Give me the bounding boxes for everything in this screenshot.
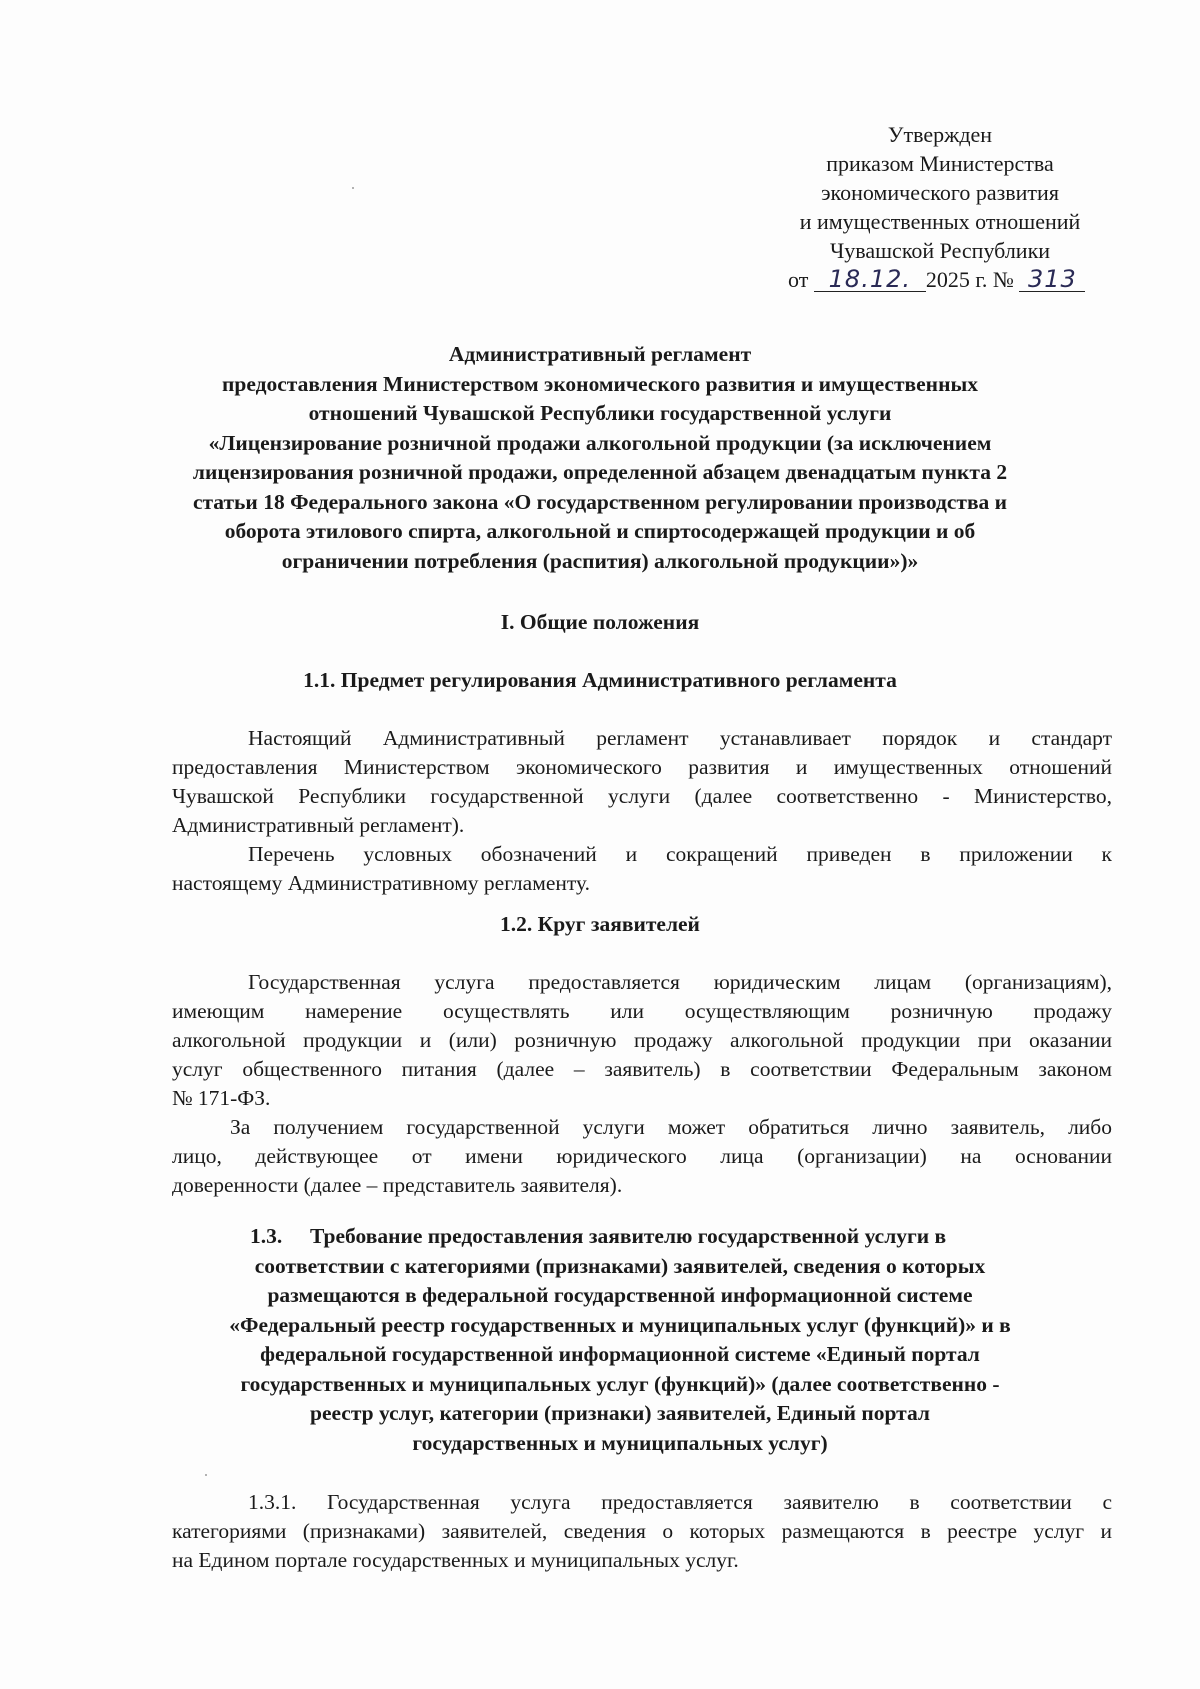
scan-speck [352,187,354,189]
text-line: № 171-ФЗ. [172,1086,271,1110]
title-line: предоставления Министерством экономического развития и имущественных [221,371,978,396]
title-line: «Лицензирование розничной продажи алкогольной продукции (за исключением [208,430,992,455]
title-line: статьи 18 Федерального закона «О государственном регулировании производства и [192,489,1008,514]
text-line: Перечень условных обозначений и сокращений приведен в приложении к [248,842,1112,866]
title-line: Административный регламент [448,342,752,366]
text-line: настоящему Административному регламенту. [172,871,590,895]
paragraph-1-2-b [172,1113,1112,1200]
heading-text: Требование предоставления заявителю государственной услуги в [310,1224,947,1248]
text-line: лицо, действующее от имени юридического лица (организации) на основании [172,1144,1112,1168]
text-line: Чувашской Республики государственной услуги (далее соответственно - Министерство, [172,784,1112,808]
approval-line: Утвержден [887,122,993,147]
text-line: имеющим намерение осуществлять или осуществляющим розничную продажу [172,999,1112,1023]
title-line: ограничении потребления (распития) алкогольной продукции»)» [281,548,919,573]
heading-line: федеральной государственной информационной системе «Единый портал [260,1342,980,1366]
title-line: отношений Чувашской Республики государственной услуги [308,401,892,425]
text-line: Настоящий Административный регламент устанавливает порядок и стандарт [248,726,1112,750]
handwritten-order-number: 313 [1019,267,1085,292]
paragraph-1-2-a [172,968,1112,1113]
subsection-heading-1-3 [160,1222,1080,1458]
heading-line: соответствии с категориями (признаками) заявителей, сведения о которых [254,1253,986,1278]
document-title [160,340,1040,576]
text-line: доверенности (далее – представитель заявителя). [172,1173,623,1197]
text-line: на Едином портале государственных и муниципальных услуг. [172,1548,739,1572]
approval-line: экономического развития [821,180,1059,205]
heading-line: размещаются в федеральной государственной информационной системе [267,1283,973,1307]
section-heading: I. Общие положения [500,610,700,634]
section-number: 1.3. [250,1224,283,1248]
subsection-heading-1-2: 1.2. Круг заявителей [500,912,700,936]
text-line: услуг общественного питания (далее – заявитель) в соответствии Федеральным законом [172,1057,1112,1081]
approval-date-line [770,265,1110,294]
date-prefix: от [788,267,809,292]
approval-line: Чувашской Республики [829,238,1051,263]
title-line: лицензирования розничной продажи, определенной абзацем двенадцатым пункта 2 [192,460,1008,484]
text-line: Административный регламент). [172,813,465,837]
date-suffix: 2025 г. № [925,267,1014,292]
heading-line [160,1222,1080,1252]
heading-line: реестр услуг, категории (признаки) заявителей, Единый портал [309,1401,930,1425]
approval-block [770,120,1110,294]
approval-line: и имущественных отношений [799,209,1081,234]
paragraph-1-3-1 [172,1488,1112,1575]
heading-line: государственных и муниципальных услуг) [412,1430,828,1455]
text-line: категориями (признаками) заявителей, сведения о которых размещаются в реестре услуг и [172,1519,1112,1543]
approval-line: приказом Министерства [826,151,1054,176]
heading-line: государственных и муниципальных услуг (функций)» (далее соответственно - [240,1371,1000,1396]
text-line: алкогольной продукции и (или) розничную продажу алкогольной продукции при оказании [172,1028,1112,1052]
paragraph-1-1-b [172,840,1112,898]
scan-speck [205,1474,207,1476]
text-line: предоставления Министерством экономического развития и имущественных отношений [172,755,1112,779]
subsection-heading-1-1: 1.1. Предмет регулирования Административного регламента [303,668,897,692]
text-line: 1.3.1. Государственная услуга предоставляется заявителю в соответствии с [248,1490,1112,1514]
handwritten-date: 18.12. [814,267,926,292]
paragraph-1-1-a [172,724,1112,840]
title-line: оборота этилового спирта, алкогольной и спиртосодержащей продукции и об [224,519,976,543]
text-line: Государственная услуга предоставляется юридическим лицам (организациям), [248,970,1112,994]
heading-line: «Федеральный реестр государственных и муниципальных услуг (функций)» и в [229,1312,1011,1337]
text-line: За получением государственной услуги может обратиться лично заявитель, либо [230,1115,1112,1139]
